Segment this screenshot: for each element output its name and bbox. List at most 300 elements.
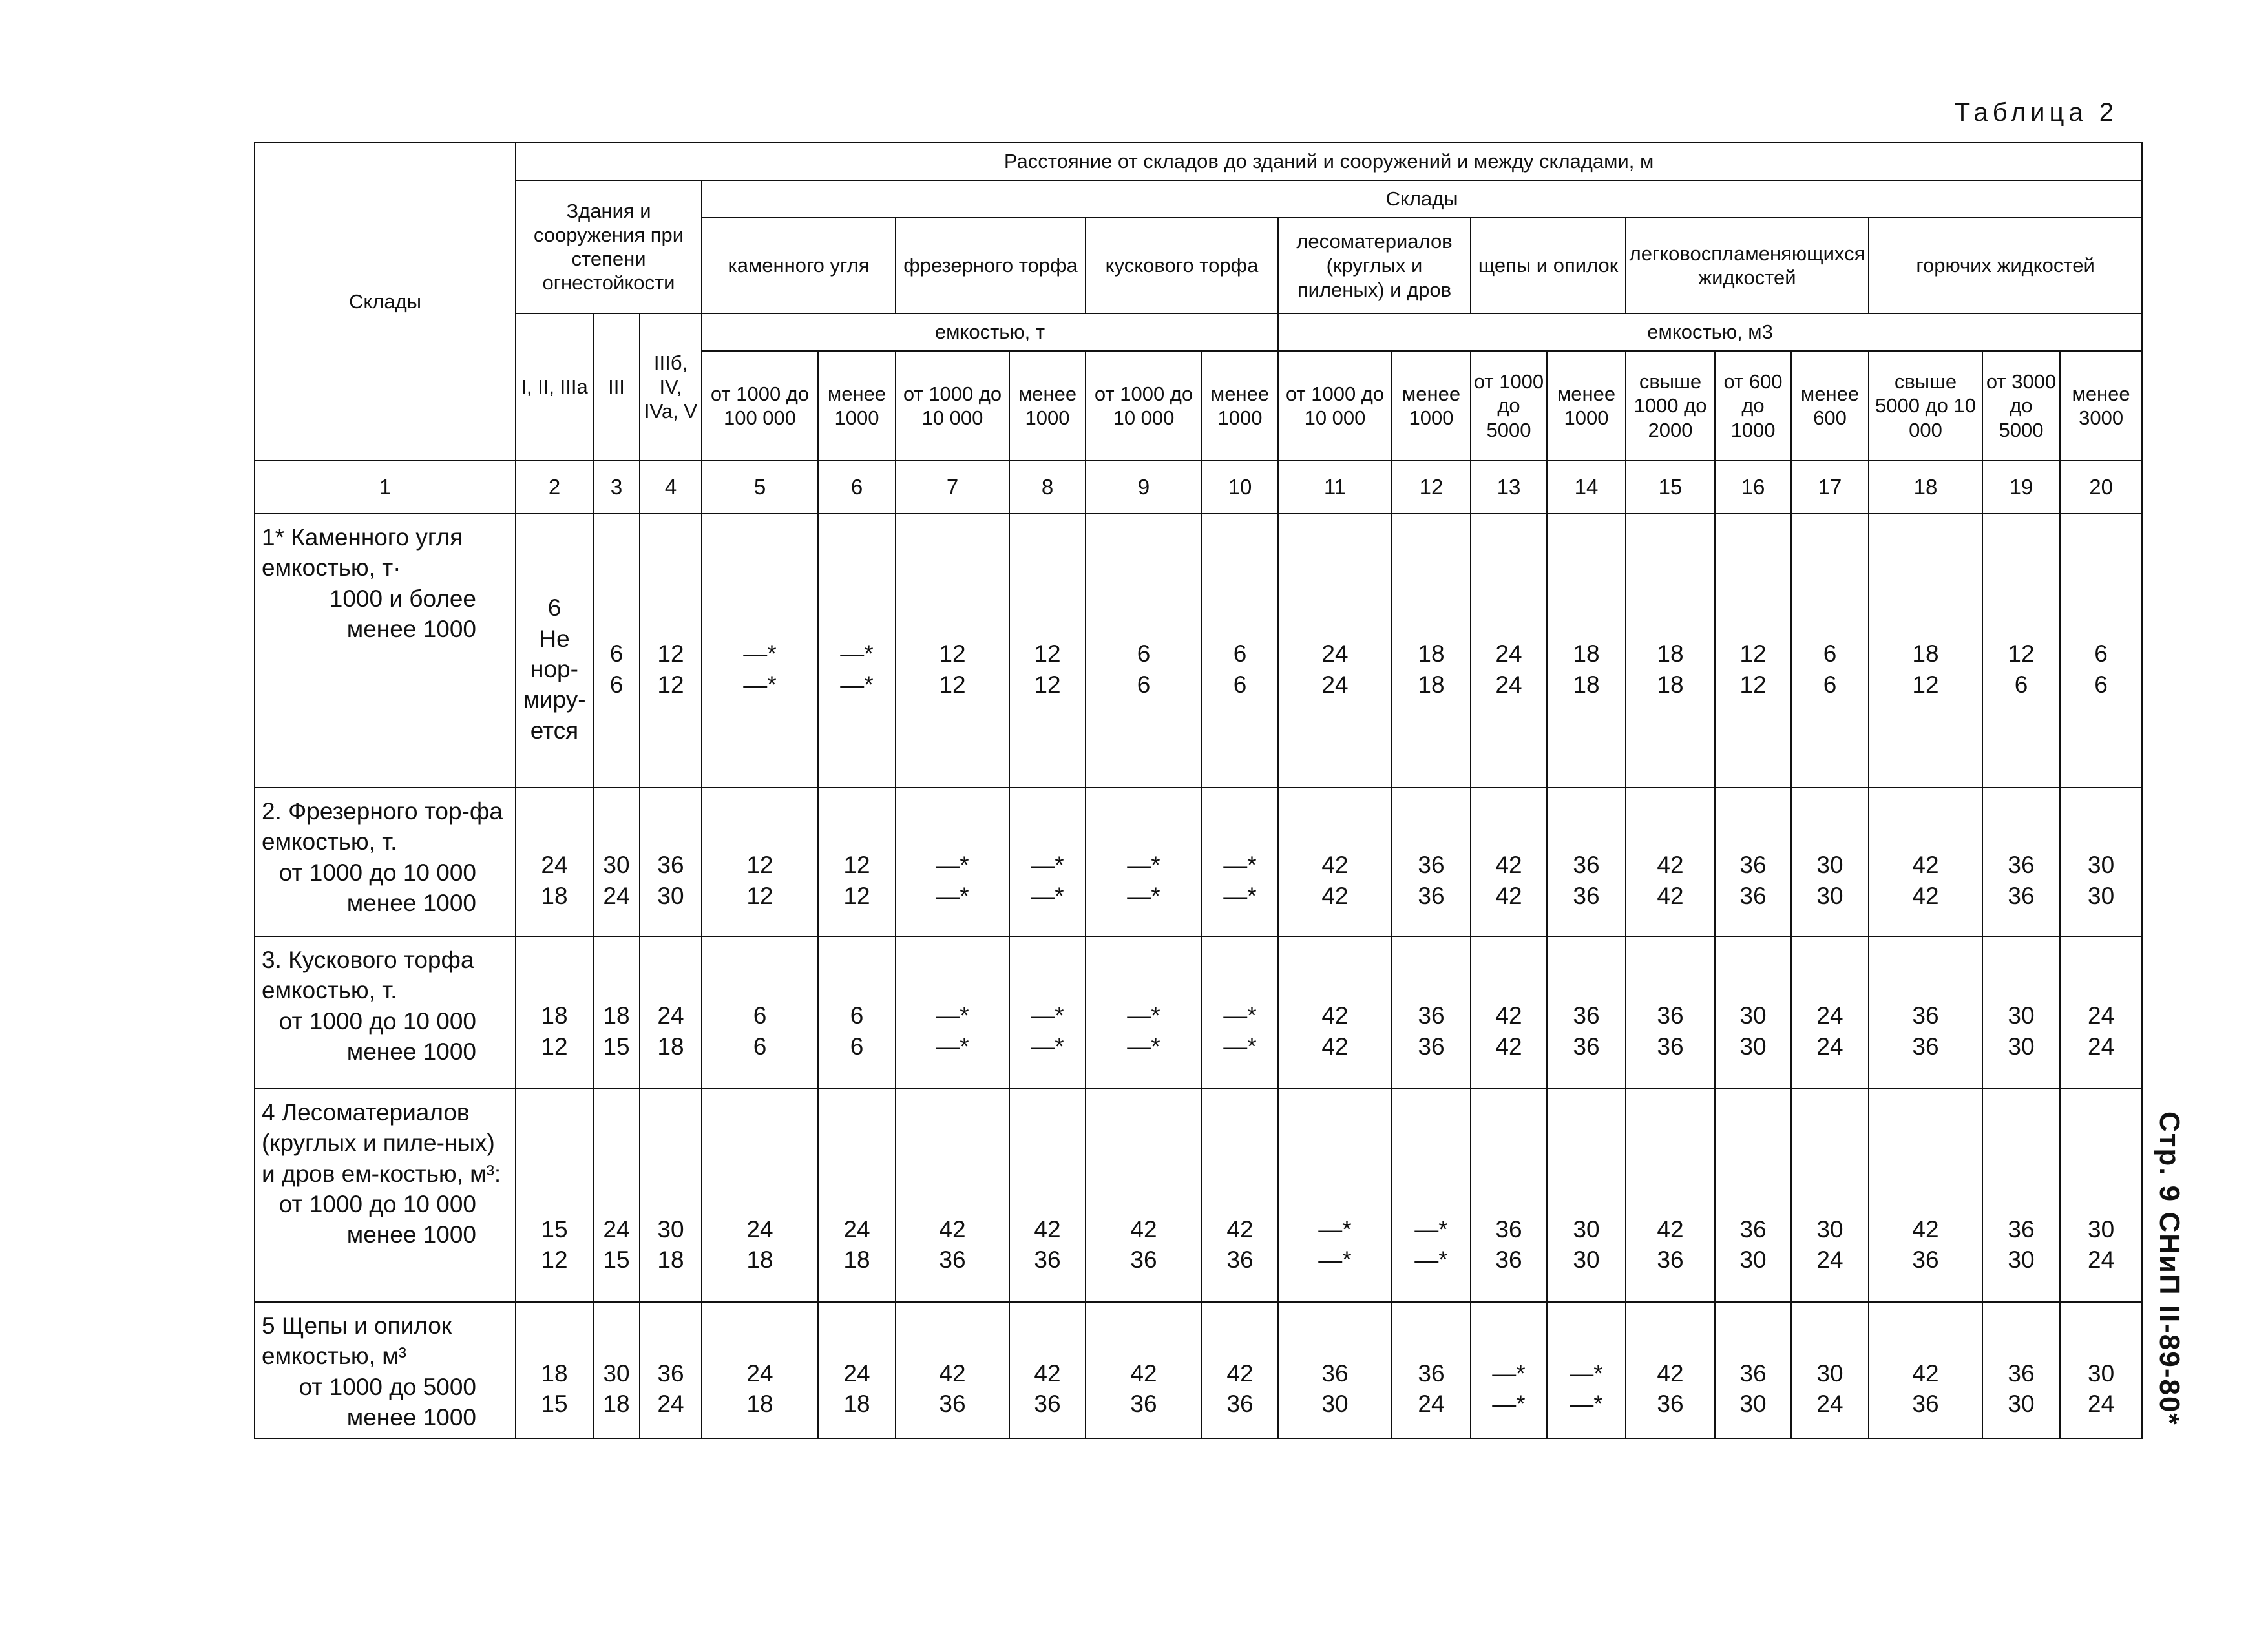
fire-class-header: I, II, IIIa (516, 313, 593, 461)
value: 18 (541, 1002, 568, 1029)
capacity-subcolumn-header: менее 1000 (1547, 351, 1626, 461)
value-cell (2060, 788, 2142, 936)
value: 30 (603, 852, 630, 879)
column-number: 7 (896, 461, 1009, 514)
value-cell (1982, 514, 2060, 788)
value-cell (640, 514, 702, 788)
row-label: 4 Лесоматериалов (круглых и пиле-ных) и дров ем-костью, м³: (262, 1099, 501, 1187)
value: 36 (1739, 1215, 1767, 1243)
value-cell (1869, 788, 1982, 936)
value: 12 (1739, 671, 1767, 698)
stub-header: Склады (255, 143, 516, 461)
value-cell (1009, 1302, 1086, 1438)
column-number: 16 (1715, 461, 1791, 514)
value: —* (1223, 852, 1257, 879)
value: 6 (1233, 671, 1247, 698)
row-sublabel: от 1000 до 10 000 (278, 859, 476, 886)
capacity-subcolumn-header: от 1000 до 5000 (1471, 351, 1547, 461)
value: —* (1127, 1033, 1160, 1060)
value: —* (1031, 882, 1064, 909)
value-cell (1869, 1302, 1982, 1438)
value: 42 (1495, 1033, 1522, 1060)
capacity-subcolumn-header: менее 1000 (1392, 351, 1471, 461)
value-cell (1547, 1302, 1626, 1438)
value: 42 (1321, 852, 1349, 879)
value-cell (1547, 514, 1626, 788)
value: 24 (603, 882, 630, 909)
value-cell (702, 1302, 818, 1438)
value: 6 (609, 671, 624, 698)
value-cell (1982, 936, 2060, 1089)
warehouses-header: Склады (702, 180, 2142, 218)
value: 30 (1739, 1391, 1767, 1418)
value: 36 (1034, 1246, 1061, 1274)
value: —* (936, 882, 969, 909)
value: —* (1223, 1002, 1257, 1029)
value: 15 (541, 1215, 568, 1243)
value: —* (1414, 1215, 1448, 1243)
group-header-milled-peat: фрезерного торфа (896, 218, 1086, 313)
value: 12 (657, 671, 684, 698)
value-cell (593, 788, 640, 936)
value: 18 (603, 1002, 630, 1029)
value-cell (896, 1302, 1009, 1438)
group-header-lump-peat: кускового торфа (1086, 218, 1278, 313)
value: 42 (939, 1360, 966, 1387)
value: —* (743, 640, 777, 667)
value: 12 (1739, 640, 1767, 667)
value: 36 (1573, 1002, 1600, 1029)
value-cell (1626, 514, 1715, 788)
value-cell (1982, 1089, 2060, 1302)
value: 36 (1418, 852, 1445, 879)
value-cell (1791, 1302, 1869, 1438)
value-cell (818, 1302, 896, 1438)
value-cell (640, 936, 702, 1089)
value: 18 (1573, 640, 1600, 667)
value: 18 (1573, 671, 1600, 698)
value: 42 (1912, 1215, 1939, 1243)
value-cell (1471, 1089, 1547, 1302)
fire-class-header: III (593, 313, 640, 461)
value: 24 (843, 1215, 870, 1243)
value-cell (1009, 788, 1086, 936)
value: 42 (1034, 1215, 1061, 1243)
value: 18 (843, 1246, 870, 1274)
value-cell (1715, 788, 1791, 936)
value-cell (516, 788, 593, 936)
row-header (255, 936, 516, 1089)
column-number: 17 (1791, 461, 1869, 514)
value-cell (1202, 936, 1278, 1089)
table-row (255, 788, 2142, 936)
value: 42 (1657, 882, 1684, 909)
table-row (255, 1089, 2142, 1302)
value: —* (1127, 1002, 1160, 1029)
value: 12 (657, 640, 684, 667)
value: —* (1570, 1391, 1603, 1418)
value-cell (516, 936, 593, 1089)
value-cell (1086, 936, 1202, 1089)
value-cell (1278, 1302, 1392, 1438)
capacity-subcolumn-header: свыше 1000 до 2000 (1626, 351, 1715, 461)
value: 12 (939, 671, 966, 698)
value: 30 (1739, 1033, 1767, 1060)
value: 18 (603, 1391, 630, 1418)
value: 6 (1137, 671, 1151, 698)
value: 42 (1657, 1360, 1684, 1387)
value-cell (1278, 514, 1392, 788)
value: 24 (657, 1391, 684, 1418)
value-cell (1392, 1089, 1471, 1302)
value: 36 (1657, 1391, 1684, 1418)
distance-norms-table (254, 142, 2143, 1439)
value: 36 (2008, 882, 2035, 909)
value: 36 (1418, 1360, 1445, 1387)
column-number: 1 (255, 461, 516, 514)
page-side-label: Стр. 9 СНиП II-89-80* (2154, 1111, 2185, 1426)
value: 24 (1816, 1246, 1843, 1274)
group-header-flammable-liquids: легковоспламеняющихся жидкостей (1626, 218, 1869, 313)
value: —* (1318, 1215, 1352, 1243)
value-cell (702, 514, 818, 788)
value-cell (1009, 1089, 1086, 1302)
value: 6 (850, 1002, 864, 1029)
value: 36 (1418, 1033, 1445, 1060)
value-cell (593, 514, 640, 788)
column-number: 14 (1547, 461, 1626, 514)
value: 36 (1130, 1391, 1157, 1418)
value: 36 (939, 1391, 966, 1418)
value: 12 (746, 852, 773, 879)
value-cell (1869, 1089, 1982, 1302)
column-number: 19 (1982, 461, 2060, 514)
value: 18 (541, 1360, 568, 1387)
value: 6 (1137, 640, 1151, 667)
group-header-coal: каменного угля (702, 218, 896, 313)
value-cell (1791, 936, 1869, 1089)
value: —* (743, 671, 777, 698)
value-cell (896, 788, 1009, 936)
value-cell (896, 936, 1009, 1089)
value: —* (936, 852, 969, 879)
value: 42 (1130, 1360, 1157, 1387)
value: —* (1127, 882, 1160, 909)
value-cell (1202, 1089, 1278, 1302)
value-cell (640, 1089, 702, 1302)
value: 36 (1912, 1033, 1939, 1060)
value: 30 (2088, 1360, 2115, 1387)
column-number: 10 (1202, 461, 1278, 514)
value: 36 (2008, 852, 2035, 879)
value: 36 (1573, 1033, 1600, 1060)
row-label: 3. Кускового торфа емкостью, т. (262, 947, 474, 1004)
value-cell (1791, 788, 1869, 936)
value: 6 (753, 1002, 767, 1029)
group-header-wood-chips: щепы и опилок (1471, 218, 1626, 313)
value: 36 (1739, 852, 1767, 879)
capacity-m3-header: емкостью, м3 (1278, 313, 2142, 351)
value: 6 (2094, 671, 2108, 698)
table-row (255, 936, 2142, 1089)
value: 36 (657, 1360, 684, 1387)
buildings-header: Здания и сооружения при степени огнестойкости (516, 180, 702, 313)
column-number: 2 (516, 461, 593, 514)
value-cell (1009, 936, 1086, 1089)
value-cell (1392, 936, 1471, 1089)
value: 24 (541, 852, 568, 879)
value: 18 (843, 1391, 870, 1418)
value: 36 (1321, 1360, 1349, 1387)
value: 36 (1573, 882, 1600, 909)
value: 6 (547, 594, 562, 622)
value-cell (2060, 514, 2142, 788)
value: 6 (1823, 671, 1837, 698)
value: —* (840, 671, 874, 698)
value: 36 (1034, 1391, 1061, 1418)
column-number: 18 (1869, 461, 1982, 514)
value: 30 (603, 1360, 630, 1387)
value: 36 (2008, 1215, 2035, 1243)
value: 12 (1912, 671, 1939, 698)
value-cell (818, 788, 896, 936)
capacity-subcolumn-header: менее 1000 (818, 351, 896, 461)
value: 6 (1233, 640, 1247, 667)
value: 36 (1573, 852, 1600, 879)
value: 42 (1226, 1215, 1254, 1243)
value: 24 (843, 1360, 870, 1387)
value-cell (1471, 788, 1547, 936)
value: 30 (2008, 1246, 2035, 1274)
value: 30 (2088, 1215, 2115, 1243)
value: —* (936, 1002, 969, 1029)
value: 24 (1418, 1391, 1445, 1418)
value: 12 (1034, 671, 1061, 698)
value: 24 (1495, 671, 1522, 698)
value-cell (1715, 1089, 1791, 1302)
value: 30 (657, 1215, 684, 1243)
value: 36 (1912, 1391, 1939, 1418)
value: 36 (1739, 882, 1767, 909)
row-sublabel: менее 1000 (346, 1038, 476, 1066)
value-cell (640, 788, 702, 936)
value: 30 (1321, 1391, 1349, 1418)
capacity-subcolumn-header: от 1000 до 10 000 (1086, 351, 1202, 461)
value-cell (1982, 788, 2060, 936)
value: 42 (1495, 852, 1522, 879)
value: 15 (541, 1391, 568, 1418)
column-number: 6 (818, 461, 896, 514)
value: —* (1570, 1360, 1603, 1387)
value: 6 (2014, 671, 2028, 698)
capacity-subcolumn-header: менее 3000 (2060, 351, 2142, 461)
value-cell (1869, 514, 1982, 788)
value: 30 (2008, 1033, 2035, 1060)
value: 24 (746, 1215, 773, 1243)
value: 24 (2088, 1002, 2115, 1029)
value: 12 (1034, 640, 1061, 667)
value: 24 (2088, 1033, 2115, 1060)
value: 42 (1034, 1360, 1061, 1387)
value: 42 (1912, 852, 1939, 879)
table-row (255, 514, 2142, 788)
value: 30 (1573, 1246, 1600, 1274)
value: 24 (1495, 640, 1522, 667)
value: 42 (1912, 882, 1939, 909)
value-cell (702, 1089, 818, 1302)
value: 18 (746, 1246, 773, 1274)
row-label: 1* Каменного угля емкостью, т· (262, 524, 463, 582)
value-cell (593, 1089, 640, 1302)
value-cell (1202, 788, 1278, 936)
value: 12 (939, 640, 966, 667)
row-sublabel: от 1000 до 10 000 (278, 1007, 476, 1035)
value-cell (1715, 936, 1791, 1089)
column-number: 11 (1278, 461, 1392, 514)
value: 42 (1130, 1215, 1157, 1243)
capacity-subcolumn-header: менее 600 (1791, 351, 1869, 461)
value-cell (896, 1089, 1009, 1302)
value: 24 (2088, 1391, 2115, 1418)
value: —* (1318, 1246, 1352, 1274)
value-cell (1392, 514, 1471, 788)
capacity-subcolumn-header: менее 1000 (1202, 351, 1278, 461)
value: 24 (1321, 640, 1349, 667)
column-number: 15 (1626, 461, 1715, 514)
value-cell (516, 1302, 593, 1438)
value-cell (593, 936, 640, 1089)
value: Не нор-миру-ется (523, 625, 586, 744)
value: 12 (843, 882, 870, 909)
value-cell (1202, 1302, 1278, 1438)
value: 30 (1816, 882, 1843, 909)
column-number: 13 (1471, 461, 1547, 514)
value: 18 (1657, 671, 1684, 698)
value: —* (1492, 1391, 1526, 1418)
value-cell (640, 1302, 702, 1438)
value: —* (1223, 882, 1257, 909)
value-cell (1471, 936, 1547, 1089)
row-sublabel: менее 1000 (346, 1404, 476, 1431)
value-cell (2060, 936, 2142, 1089)
value-cell (1392, 1302, 1471, 1438)
value-cell (1009, 514, 1086, 788)
value: 36 (657, 852, 684, 879)
value: 36 (1495, 1215, 1522, 1243)
table-caption: Таблица 2 (1954, 98, 2118, 127)
value-cell (593, 1302, 640, 1438)
column-number: 3 (593, 461, 640, 514)
table-row (255, 1302, 2142, 1438)
value: 30 (2088, 852, 2115, 879)
value: 36 (1657, 1246, 1684, 1274)
value: —* (936, 1033, 969, 1060)
capacity-subcolumn-header: от 600 до 1000 (1715, 351, 1791, 461)
value: 6 (1823, 640, 1837, 667)
capacity-subcolumn-header: свыше 5000 до 10 000 (1869, 351, 1982, 461)
value: 36 (1739, 1360, 1767, 1387)
value: 24 (1816, 1391, 1843, 1418)
value-cell (1278, 936, 1392, 1089)
value-cell (1626, 788, 1715, 936)
value: 24 (2088, 1246, 2115, 1274)
row-header (255, 788, 516, 936)
value-cell (516, 1089, 593, 1302)
value-cell (1791, 1089, 1869, 1302)
row-sublabel: от 1000 до 10 000 (278, 1191, 476, 1218)
value: 18 (1418, 640, 1445, 667)
row-label: 2. Фрезерного тор-фа емкостью, т. (262, 798, 503, 856)
column-number: 8 (1009, 461, 1086, 514)
row-sublabel: 1000 и более (329, 585, 476, 612)
value-cell (1626, 1089, 1715, 1302)
value-cell (1715, 1302, 1791, 1438)
value: 30 (657, 882, 684, 909)
value: 42 (1226, 1360, 1254, 1387)
value-cell (818, 936, 896, 1089)
value-cell (2060, 1089, 2142, 1302)
value: 42 (939, 1215, 966, 1243)
value: 42 (1912, 1360, 1939, 1387)
value-cell (1086, 788, 1202, 936)
value: —* (840, 640, 874, 667)
value: 36 (1657, 1033, 1684, 1060)
value: 42 (1657, 852, 1684, 879)
row-header (255, 1089, 516, 1302)
value: 24 (1321, 671, 1349, 698)
value-cell (1278, 788, 1392, 936)
value-cell (818, 514, 896, 788)
column-number: 20 (2060, 461, 2142, 514)
fire-class-header: IIIб, IV, IVa, V (640, 313, 702, 461)
row-sublabel: от 1000 до 5000 (299, 1373, 476, 1400)
column-number: 9 (1086, 461, 1202, 514)
row-header (255, 514, 516, 788)
value: 30 (2088, 882, 2115, 909)
value-cell (1791, 514, 1869, 788)
value: 12 (843, 852, 870, 879)
value-cell (1547, 936, 1626, 1089)
value-cell (1392, 788, 1471, 936)
value: 36 (1226, 1246, 1254, 1274)
capacity-subcolumn-header: менее 1000 (1009, 351, 1086, 461)
value: 36 (1130, 1246, 1157, 1274)
value: —* (1492, 1360, 1526, 1387)
value: —* (1223, 1033, 1257, 1060)
value: 24 (657, 1002, 684, 1029)
value: 6 (753, 1033, 767, 1060)
value: 36 (1912, 1246, 1939, 1274)
value-cell (1626, 936, 1715, 1089)
value: 36 (939, 1246, 966, 1274)
value-cell (1471, 514, 1547, 788)
value-cell (1547, 788, 1626, 936)
value: —* (1031, 1033, 1064, 1060)
value: 30 (1573, 1215, 1600, 1243)
value: —* (1031, 852, 1064, 879)
value: 42 (1495, 1002, 1522, 1029)
value-cell (1086, 1089, 1202, 1302)
row-sublabel: менее 1000 (346, 890, 476, 917)
value: 18 (1912, 640, 1939, 667)
capacity-subcolumn-header: от 1000 до 10 000 (1278, 351, 1392, 461)
column-number: 12 (1392, 461, 1471, 514)
value-cell (702, 788, 818, 936)
value: 18 (657, 1246, 684, 1274)
value: 42 (1321, 1002, 1349, 1029)
value: 18 (541, 882, 568, 909)
value: 6 (850, 1033, 864, 1060)
